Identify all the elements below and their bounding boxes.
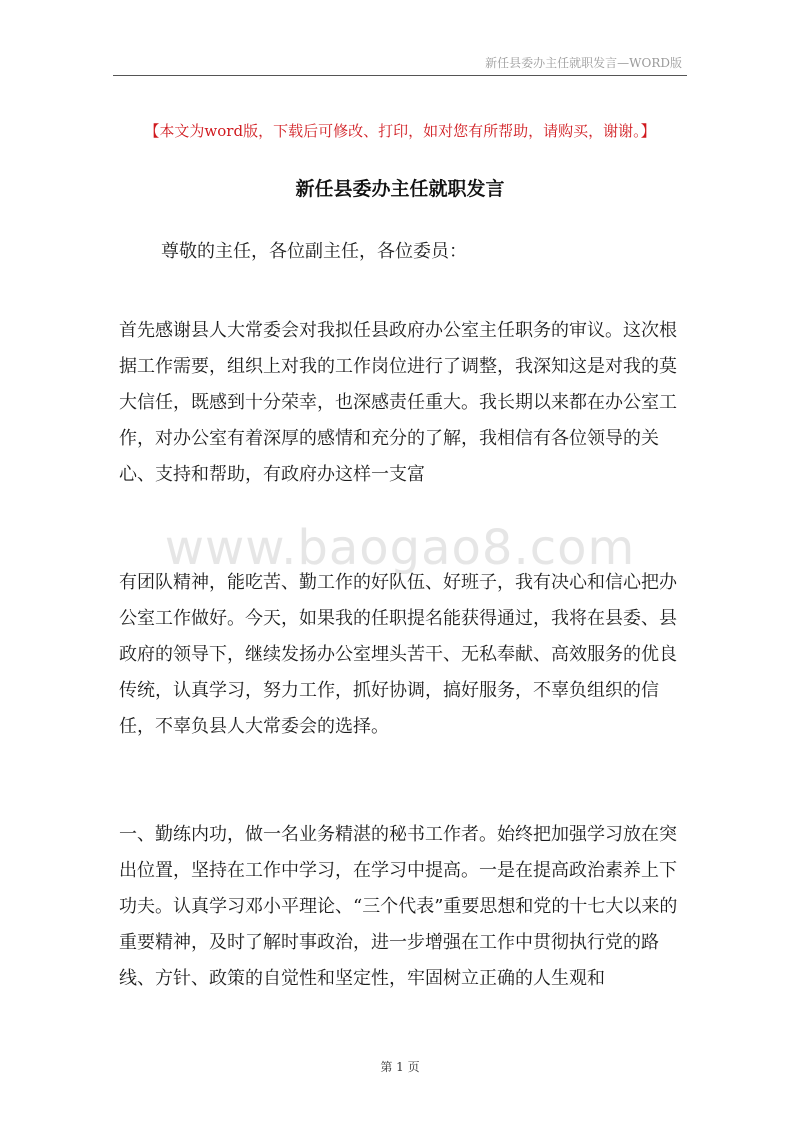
download-notice: 【本文为word版，下载后可修改、打印，如对您有所帮助，请购买，谢谢。】 xyxy=(144,122,656,140)
document-title: 新任县委办主任就职发言 xyxy=(295,178,505,200)
paragraph-1: 首先感谢县人大常委会对我拟任县政府办公室主任职务的审议。这次根据工作需要，组织上对我的工作岗位进行了调整，我深知这是对我的莫大信任，既感到十分荣幸，也深感责任重大。我长期以来都在办公室工作，对办公室有着深厚的感情和充分的了解，我相信有各位领导的关心、支持和帮助，有政府办这样一支富 xyxy=(119,320,677,485)
salutation: 尊敬的主任，各位副主任，各位委员： xyxy=(161,241,467,262)
paragraph-2: 有团队精神，能吃苦、勤工作的好队伍、好班子，我有决心和信心把办公室工作做好。今天，如果我的任职提名能获得通过，我将在县委、县政府的领导下，继续发扬办公室埋头苦干、无私奉献、高效服务的优良传统，认真学习，努力工作，抓好协调，搞好服务，不辜负组织的信任，不辜负县人大常委会的选择。 xyxy=(119,572,677,737)
running-header: 新任县委办主任就职发言—WORD版 xyxy=(485,56,682,70)
header-rule xyxy=(113,75,687,76)
page-number: 第 1 页 xyxy=(380,1060,420,1074)
watermark: www.baogao8.com xyxy=(164,520,636,576)
paragraph-3: 一、勤练内功，做一名业务精湛的秘书工作者。始终把加强学习放在突出位置，坚持在工作中学习，在学习中提高。一是在提高政治素养上下功夫。认真学习邓小平理论、“三个代表”重要思想和党的十七大以来的重要精神，及时了解时事政治，进一步增强在工作中贯彻执行党的路线、方针、政策的自觉性和坚定性，牢固树立正确的人生观和 xyxy=(119,824,678,989)
